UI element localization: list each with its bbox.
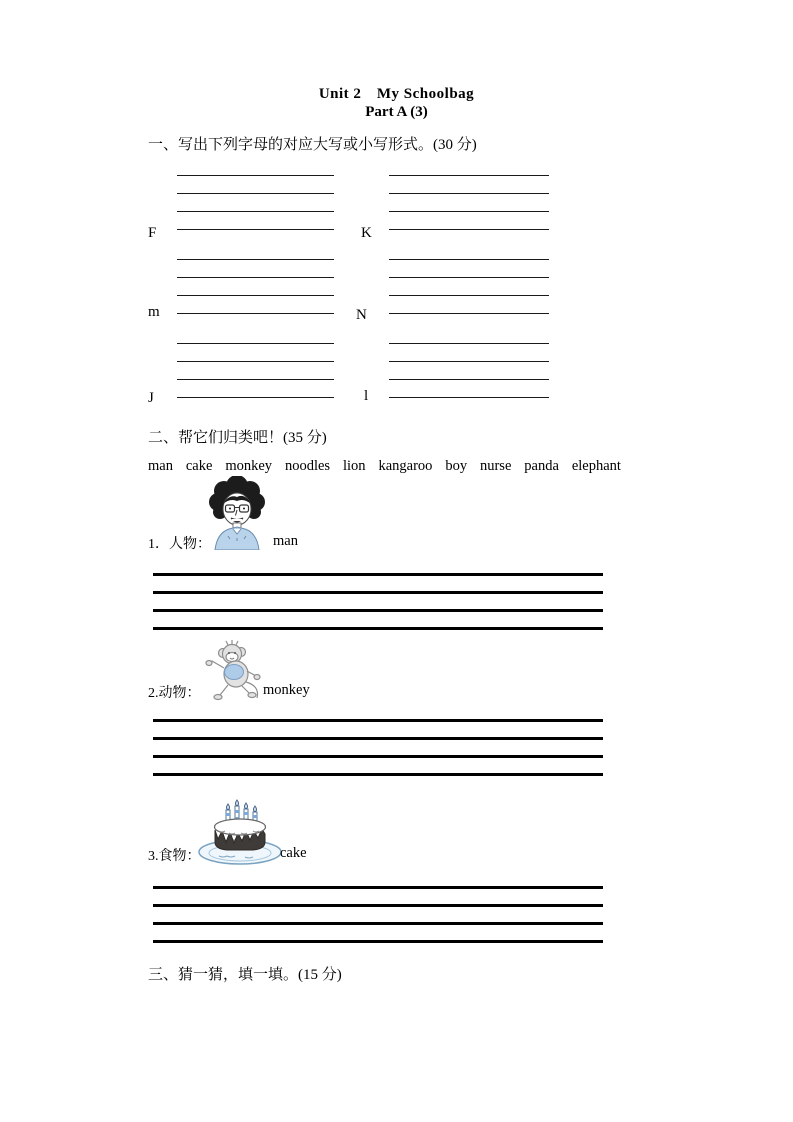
category-1-label: 1．人物：	[148, 537, 211, 552]
birthday-cake-illustration	[197, 790, 283, 866]
staff-line	[177, 343, 334, 344]
staff-line	[177, 313, 334, 314]
word-bank-item: elephant	[571, 458, 621, 474]
answer-line	[153, 609, 603, 612]
word-bank-item: kangaroo	[378, 458, 433, 474]
letter-staff	[177, 343, 334, 398]
staff-line	[389, 211, 549, 212]
staff-line	[177, 259, 334, 260]
word-bank	[148, 458, 621, 475]
word-bank-item: panda	[524, 458, 559, 474]
word-bank-item: noodles	[284, 458, 331, 474]
letter-N: N	[356, 307, 367, 323]
staff-line	[389, 259, 549, 260]
staff-line	[389, 343, 549, 344]
answer-lines-food	[153, 886, 603, 943]
staff-line	[177, 277, 334, 278]
letter-staff	[177, 175, 334, 230]
category-2-label: 2.动物：	[148, 686, 201, 701]
staff-line	[177, 397, 334, 398]
staff-line	[177, 379, 334, 380]
staff-line	[177, 229, 334, 230]
letter-F: F	[148, 225, 157, 241]
staff-line	[389, 193, 549, 194]
word-bank-item: nurse	[479, 458, 512, 474]
word-bank-item: boy	[445, 458, 468, 474]
answer-line	[153, 627, 603, 630]
letter-staff	[389, 259, 549, 314]
staff-line	[389, 229, 549, 230]
staff-line	[389, 175, 549, 176]
letter-staff	[177, 259, 334, 314]
staff-line	[389, 277, 549, 278]
letter-m: m	[148, 304, 160, 320]
answer-line	[153, 940, 603, 943]
running-monkey-illustration	[202, 640, 264, 704]
staff-line	[389, 295, 549, 296]
letter-J: J	[148, 390, 154, 406]
answer-lines-people	[153, 573, 603, 630]
staff-line	[177, 193, 334, 194]
staff-line	[389, 361, 549, 362]
staff-line	[389, 379, 549, 380]
section-three-heading: 三、猜一猜，填一填。(15 分)	[148, 967, 342, 983]
answer-line	[153, 904, 603, 907]
section-one-heading: 一、写出下列字母的对应大写或小写形式。(30 分)	[148, 137, 477, 153]
section-two-heading: 二、帮它们归类吧！(35 分)	[148, 430, 327, 446]
answer-line	[153, 591, 603, 594]
letter-K: K	[361, 225, 372, 241]
answer-line	[153, 755, 603, 758]
word-bank-item: cake	[185, 458, 213, 474]
answer-line	[153, 737, 603, 740]
letter-staff	[389, 343, 549, 398]
category-3-answer: cake	[280, 845, 307, 861]
answer-line	[153, 922, 603, 925]
answer-line	[153, 573, 603, 576]
man-portrait-illustration	[204, 476, 270, 550]
word-bank-item: lion	[342, 458, 366, 474]
letter-staff	[389, 175, 549, 230]
letter-l: l	[364, 388, 369, 404]
staff-line	[177, 295, 334, 296]
answer-lines-animals	[153, 719, 603, 776]
staff-line	[177, 211, 334, 212]
unit-title: Unit 2 My Schoolbag	[318, 86, 475, 102]
answer-line	[153, 886, 603, 889]
staff-line	[389, 313, 549, 314]
category-3-label: 3.食物：	[148, 849, 201, 864]
answer-line	[153, 719, 603, 722]
category-1-answer: man	[273, 533, 298, 549]
staff-line	[389, 397, 549, 398]
answer-line	[153, 773, 603, 776]
word-bank-item: monkey	[225, 458, 273, 474]
staff-line	[177, 361, 334, 362]
part-subtitle: Part A (3)	[365, 104, 428, 120]
category-2-answer: monkey	[263, 682, 310, 698]
word-bank-item: man	[148, 458, 173, 474]
staff-line	[177, 175, 334, 176]
